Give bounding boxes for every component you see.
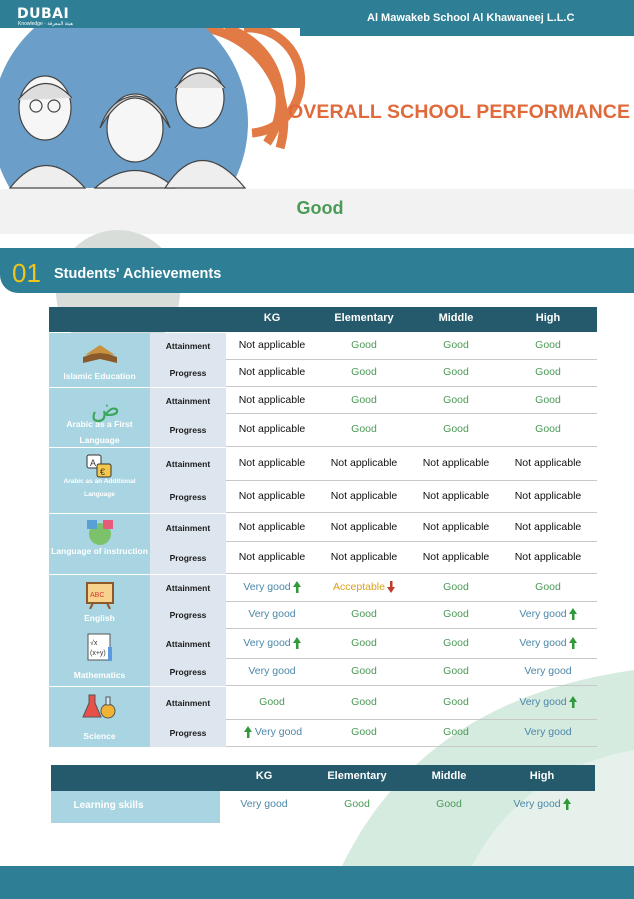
row-divider xyxy=(226,413,597,414)
rating-value: Good xyxy=(535,393,561,406)
arrow-down-icon xyxy=(387,581,395,596)
rating-value: Good xyxy=(443,665,469,677)
rating-cell xyxy=(226,457,318,469)
rating-value: Very good xyxy=(254,726,303,738)
rating-value: Not applicable xyxy=(238,550,306,563)
rating-cell xyxy=(226,581,318,596)
rating-value: Good xyxy=(443,339,469,351)
rating-value: Good xyxy=(443,423,469,435)
row-divider xyxy=(226,359,597,360)
column-header: High xyxy=(535,312,561,324)
attainment-label: Attainment xyxy=(165,638,211,649)
arrow-up-icon xyxy=(569,696,577,711)
rating-cell xyxy=(502,637,594,652)
row-divider xyxy=(226,719,597,720)
dubai-logo: DUBAI xyxy=(17,6,70,22)
row-divider xyxy=(226,480,597,481)
rating-value: Very good xyxy=(248,665,296,677)
rating-cell xyxy=(318,423,410,435)
rating-cell xyxy=(502,366,594,378)
rating-value: Very good xyxy=(513,798,561,810)
rating-cell xyxy=(226,608,318,620)
rating-cell xyxy=(318,457,410,469)
rating-value: Good xyxy=(436,798,462,810)
rating-cell xyxy=(226,696,318,708)
rating-value: Not applicable xyxy=(422,457,490,469)
rating-cell xyxy=(226,726,318,741)
rating-cell xyxy=(410,394,502,406)
rating-value: Good xyxy=(443,366,469,378)
rating-value: Good xyxy=(351,366,377,378)
rating-cell xyxy=(226,490,318,502)
rating-value: Good xyxy=(535,581,561,593)
svg-text:(x+y): (x+y) xyxy=(90,650,106,657)
rating-cell xyxy=(218,798,310,810)
column-header: Middle xyxy=(431,770,467,782)
page-title: OVERALL SCHOOL PERFORMANCE xyxy=(288,101,631,123)
attainment-label: Attainment xyxy=(165,459,211,469)
rating-cell xyxy=(318,490,410,502)
rating-value: Good xyxy=(443,608,469,620)
rating-value: Not applicable xyxy=(514,489,582,502)
rating-cell xyxy=(318,637,410,649)
rating-cell xyxy=(502,696,594,711)
subject-label: Mathematics xyxy=(73,670,126,680)
progress-label: Progress xyxy=(169,425,207,435)
rating-cell xyxy=(502,423,594,435)
rating-cell xyxy=(318,608,410,620)
rating-cell xyxy=(226,339,318,351)
rating-cell xyxy=(318,581,410,596)
rating-value: Good xyxy=(351,393,377,406)
quran-book-icon xyxy=(75,337,125,367)
rating-value: Good xyxy=(351,608,377,620)
rating-cell xyxy=(410,551,502,563)
rating-value: Not applicable xyxy=(330,520,398,533)
rating-value: Good xyxy=(351,726,377,738)
rating-value: Not applicable xyxy=(422,489,490,502)
rating-cell xyxy=(226,665,318,677)
column-header: Elementary xyxy=(334,312,394,324)
rating-cell xyxy=(410,423,502,435)
svg-text:€: € xyxy=(100,467,106,477)
arrow-up-icon xyxy=(293,581,301,596)
rating-value: Not applicable xyxy=(514,550,582,563)
rating-cell xyxy=(403,798,495,810)
footer-bar xyxy=(0,866,634,899)
row-divider xyxy=(226,628,597,629)
rating-value: Not applicable xyxy=(238,393,306,406)
rating-value: Good xyxy=(351,423,377,435)
rating-value: Not applicable xyxy=(330,489,398,502)
svg-text:√x: √x xyxy=(90,640,98,647)
attainment-label: Attainment xyxy=(165,522,211,533)
rating-cell xyxy=(318,521,410,533)
rating-cell xyxy=(311,798,403,810)
arrow-up-icon xyxy=(569,608,577,623)
rating-value: Good xyxy=(443,726,469,738)
rating-cell xyxy=(318,551,410,563)
abc-board-icon xyxy=(75,579,125,609)
subject-label: Science xyxy=(83,731,116,741)
arrow-up-icon xyxy=(563,798,571,813)
rating-value: Not applicable xyxy=(238,520,306,533)
row-divider xyxy=(226,685,597,686)
rating-cell xyxy=(502,457,594,469)
progress-label: Progress xyxy=(169,728,207,738)
rating-cell xyxy=(502,608,594,623)
rating-cell xyxy=(318,665,410,677)
rating-value: Good xyxy=(259,696,285,708)
rating-value: Very good xyxy=(248,608,296,620)
subject-label: Arabic as an Additional Language xyxy=(63,478,136,498)
svg-text:ABC: ABC xyxy=(90,592,105,599)
overall-rating: Good xyxy=(296,198,344,218)
rating-value: Very good xyxy=(519,696,567,708)
rating-value: Good xyxy=(443,636,469,649)
rating-value: Acceptable xyxy=(333,581,385,593)
row-divider xyxy=(226,658,597,659)
logo-subtitle: Knowledge · هيئة المعرفة xyxy=(18,21,73,27)
rating-cell xyxy=(318,394,410,406)
rating-value: Good xyxy=(443,581,469,593)
school-name: Al Mawakeb School Al Khawaneej L.L.C xyxy=(367,12,575,24)
rating-cell xyxy=(502,551,594,563)
rating-cell xyxy=(502,490,594,502)
progress-label: Progress xyxy=(169,667,207,677)
rating-value: Good xyxy=(344,798,370,810)
subject-label: Language of instruction xyxy=(51,546,148,556)
row-divider xyxy=(226,601,597,602)
rating-cell xyxy=(502,726,594,738)
rating-value: Good xyxy=(535,366,561,378)
subject-label: Arabic as a First Language xyxy=(66,419,133,445)
rating-cell xyxy=(410,521,502,533)
column-header: KG xyxy=(255,770,273,782)
rating-value: Good xyxy=(535,339,561,351)
column-header: KG xyxy=(263,312,281,324)
rating-cell xyxy=(410,339,502,351)
rating-value: Not applicable xyxy=(514,457,582,469)
rating-cell xyxy=(226,366,318,378)
column-header: Elementary xyxy=(327,770,387,782)
progress-label: Progress xyxy=(169,610,207,620)
rating-cell xyxy=(318,726,410,738)
rating-value: Good xyxy=(351,339,377,351)
rating-value: Not applicable xyxy=(330,457,398,469)
rating-cell xyxy=(410,490,502,502)
rating-cell xyxy=(502,394,594,406)
rating-value: Good xyxy=(351,665,377,677)
rating-cell xyxy=(410,637,502,649)
svg-text:A: A xyxy=(90,458,97,468)
rating-value: Not applicable xyxy=(238,423,306,435)
rating-cell xyxy=(410,457,502,469)
rating-value: Not applicable xyxy=(238,457,306,469)
rating-value: Good xyxy=(351,636,377,649)
rating-cell xyxy=(410,665,502,677)
attainment-label: Attainment xyxy=(165,395,211,406)
rating-cell xyxy=(496,798,588,813)
rating-cell xyxy=(410,581,502,593)
row-divider xyxy=(226,446,597,447)
rating-value: Not applicable xyxy=(238,489,306,502)
subject-label: English xyxy=(84,613,115,623)
column-header: Middle xyxy=(438,312,474,324)
rating-value: Not applicable xyxy=(422,550,490,563)
rating-value: Not applicable xyxy=(330,550,398,563)
rating-value: Not applicable xyxy=(238,339,306,351)
rating-value: Good xyxy=(443,696,469,708)
arrow-up-icon xyxy=(293,637,301,652)
row-divider xyxy=(226,573,597,574)
rating-value: Good xyxy=(351,696,377,708)
attainment-label: Attainment xyxy=(165,698,211,708)
subject-label: Islamic Education xyxy=(63,371,136,381)
rating-cell xyxy=(318,339,410,351)
rating-value: Very good xyxy=(519,636,567,649)
rating-value: Very good xyxy=(519,608,567,620)
attainment-label: Attainment xyxy=(165,583,211,593)
row-divider xyxy=(226,386,597,387)
rating-cell xyxy=(502,581,594,593)
row-divider xyxy=(226,746,597,747)
rating-value: Very good xyxy=(524,726,572,738)
arrow-up-icon xyxy=(569,637,577,652)
rating-cell xyxy=(318,366,410,378)
rating-cell xyxy=(502,339,594,351)
progress-label: Progress xyxy=(169,368,207,378)
rating-cell xyxy=(226,423,318,435)
rating-cell xyxy=(226,521,318,533)
rating-cell xyxy=(410,366,502,378)
column-header: High xyxy=(529,770,555,782)
rating-value: Not applicable xyxy=(422,520,490,533)
rating-cell xyxy=(502,665,594,677)
rating-value: Very good xyxy=(240,798,288,810)
rating-value: Good xyxy=(535,423,561,435)
rating-cell xyxy=(226,394,318,406)
rating-cell xyxy=(502,521,594,533)
flask-icon xyxy=(75,691,125,721)
rating-cell xyxy=(410,608,502,620)
rating-cell xyxy=(318,696,410,708)
arrow-up-icon xyxy=(244,726,252,741)
rating-value: Very good xyxy=(524,665,572,677)
row-divider xyxy=(226,512,597,513)
progress-label: Progress xyxy=(169,552,207,563)
rating-cell xyxy=(226,551,318,563)
row-divider xyxy=(226,541,597,542)
rating-value: Very good xyxy=(243,581,291,593)
rating-value: Not applicable xyxy=(238,366,306,378)
rating-cell xyxy=(226,637,318,652)
rating-cell xyxy=(410,726,502,738)
rating-value: Very good xyxy=(243,636,291,649)
attainment-label: Attainment xyxy=(165,341,211,351)
math-formula-icon xyxy=(75,633,125,663)
progress-label: Progress xyxy=(169,491,207,502)
section-title: Students' Achievements xyxy=(54,266,222,282)
rating-value: Not applicable xyxy=(514,520,582,533)
rating-value: Good xyxy=(443,393,469,406)
rating-cell xyxy=(410,696,502,708)
section-number: 01 xyxy=(12,258,41,288)
svg-text:ض: ض xyxy=(91,394,121,422)
learning-skills-label: Learning skills xyxy=(73,800,144,811)
